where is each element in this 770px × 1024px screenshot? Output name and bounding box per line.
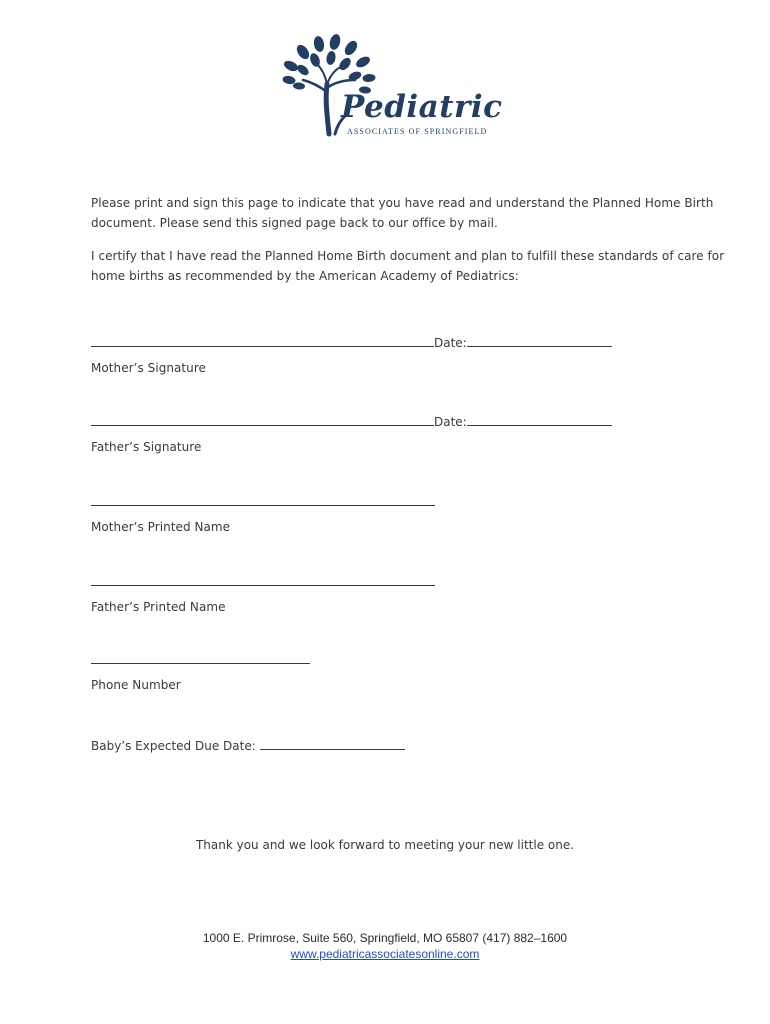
phone-line[interactable] xyxy=(91,652,310,664)
mother-printed-label: Mother’s Printed Name xyxy=(91,520,231,534)
father-printed-row xyxy=(91,574,435,590)
father-signature-label: Father’s Signature xyxy=(91,440,202,454)
due-date-line[interactable] xyxy=(260,738,405,750)
father-signature-line[interactable] xyxy=(91,414,434,426)
practice-logo xyxy=(279,34,503,138)
mother-date-line[interactable] xyxy=(467,335,612,347)
intro-line-2: document. Please send this signed page back to our office by mail. xyxy=(91,216,498,230)
due-date-label: Baby’s Expected Due Date: xyxy=(91,739,260,753)
phone-label: Phone Number xyxy=(91,678,181,692)
mother-signature-row xyxy=(91,335,612,351)
due-date-row xyxy=(91,738,405,754)
father-signature-row xyxy=(91,414,612,430)
phone-row xyxy=(91,652,310,668)
father-date-line[interactable] xyxy=(467,414,612,426)
certify-line-2: home births as recommended by the American Academy of Pediatrics: xyxy=(91,269,519,283)
date-label: Date: xyxy=(434,415,467,429)
mother-printed-line[interactable] xyxy=(91,494,435,506)
date-label: Date: xyxy=(434,336,467,350)
father-printed-line[interactable] xyxy=(91,574,435,586)
mother-signature-line[interactable] xyxy=(91,335,434,347)
logo-wordmark: Pediatric xyxy=(341,89,503,125)
mother-printed-row xyxy=(91,494,435,510)
footer-website-row xyxy=(0,947,770,962)
father-printed-label: Father’s Printed Name xyxy=(91,600,226,614)
mother-signature-label: Mother’s Signature xyxy=(91,361,206,375)
thank-you-text: Thank you and we look forward to meeting your new little one. xyxy=(195,838,575,852)
website-link[interactable]: www.pediatricassociatesonline.com xyxy=(290,947,480,961)
logo-subtitle: ASSOCIATES OF SPRINGFIELD xyxy=(347,127,488,136)
intro-line-1: Please print and sign this page to indicate that you have read and understand the Planned Home Birth xyxy=(91,196,714,210)
certify-line-1: I certify that I have read the Planned Home Birth document and plan to fulfill these standards of care for xyxy=(91,249,725,263)
footer-address: 1000 E. Primrose, Suite 560, Springfield, MO 65807 (417) 882–1600 xyxy=(202,931,568,945)
